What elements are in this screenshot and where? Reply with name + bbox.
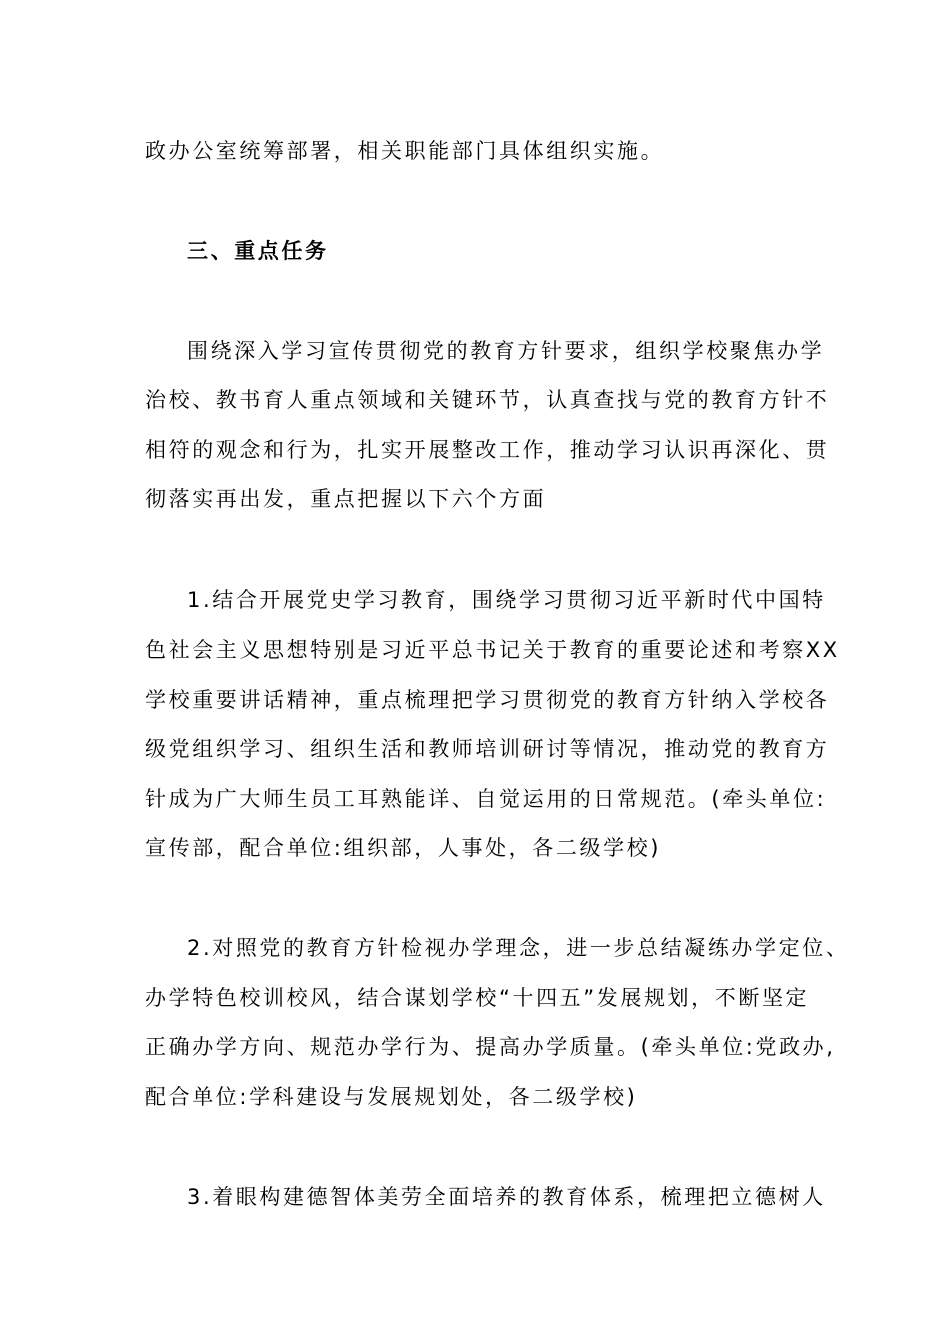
section-heading: 三、重点任务 bbox=[187, 239, 329, 263]
list-item-line: 3.着眼构建德智体美劳全面培养的教育体系，梳理把立德树人 bbox=[187, 1185, 826, 1209]
list-item-line: 1.结合开展党史学习教育，围绕学习贯彻习近平新时代中国特 bbox=[187, 588, 826, 612]
paragraph-line: 围绕深入学习宣传贯彻党的教育方针要求，组织学校聚焦办学 bbox=[187, 339, 825, 363]
list-item-line: 级党组织学习、组织生活和教师培训研讨等情况，推动党的教育方 bbox=[145, 737, 830, 761]
paragraph-line: 相符的观念和行为，扎实开展整改工作，推动学习认识再深化、贯 bbox=[145, 438, 830, 462]
list-item-line: 配合单位:学科建设与发展规划处，各二级学校) bbox=[145, 1085, 638, 1109]
paragraph-line: 治校、教书育人重点领域和关键环节，认真查找与党的教育方针不 bbox=[145, 388, 830, 412]
list-item-line: 2.对照党的教育方针检视办学理念，进一步总结凝练办学定位、 bbox=[187, 936, 850, 960]
paragraph-line: 政办公室统筹部署，相关职能部门具体组织实施。 bbox=[145, 139, 665, 163]
list-item-line: 针成为广大师生员工耳熟能详、自觉运用的日常规范。(牵头单位: bbox=[145, 787, 827, 811]
list-item-line: 办学特色校训校风，结合谋划学校“十四五”发展规划，不断坚定 bbox=[145, 986, 810, 1010]
list-item-line: 学校重要讲话精神，重点梳理把学习贯彻党的教育方针纳入学校各 bbox=[145, 688, 830, 712]
list-item-line: 宣传部，配合单位:组织部，人事处，各二级学校) bbox=[145, 836, 662, 860]
list-item-line: 色社会主义思想特别是习近平总书记关于教育的重要论述和考察XX bbox=[145, 638, 840, 662]
list-item-line: 正确办学方向、规范办学行为、提高办学质量。(牵头单位:党政办, bbox=[145, 1035, 836, 1059]
paragraph-line: 彻落实再出发，重点把握以下六个方面 bbox=[145, 487, 547, 511]
